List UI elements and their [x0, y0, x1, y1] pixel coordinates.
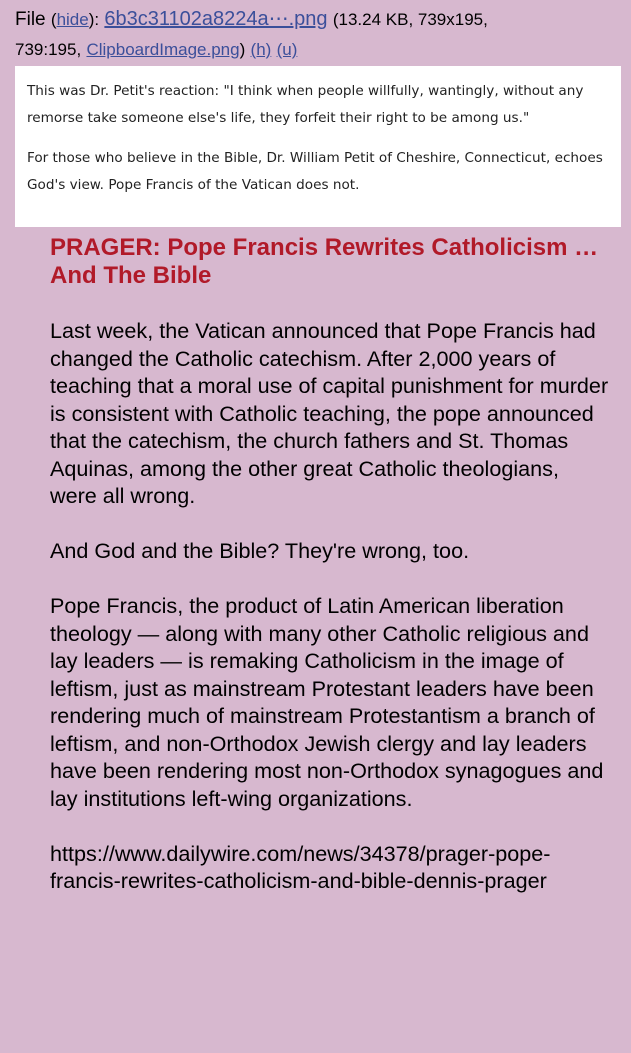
- thumbnail-paragraph-1: This was Dr. Petit's reaction: "I think when people willfully, wantingly, without any remorse take someone else's life, they forfeit their right to be among us.": [27, 83, 584, 126]
- file-name-link[interactable]: 6b3c31102a8224a⋯.png: [104, 8, 328, 30]
- post-paragraph-3: Pope Francis, the product of Latin American liberation theology — along with many other Catholic religious and lay leaders — is remaking Catholicism in the image of leftism, just as mainstream Protestant leaders have been rendering much of mainstream Protestantism a branch of leftism, and non-Orthodox Jewish clergy and lay leaders have been rendering most non-Orthodox synagogues and lay institutions left-wing organizations.: [50, 593, 604, 811]
- thumbnail-paragraph-2: For those who believe in the Bible, Dr. William Petit of Cheshire, Connecticut, echoes God's view. Pope Francis of the Vatican does not.: [27, 150, 603, 193]
- u-link[interactable]: (u): [276, 40, 298, 59]
- file-label: File: [15, 9, 46, 30]
- hide-link[interactable]: hide: [56, 10, 89, 29]
- post-headline: PRAGER: Pope Francis Rewrites Catholicism … And The Bible: [50, 234, 599, 289]
- file-thumbnail[interactable]: [15, 66, 621, 227]
- file-info: File (hide): 6b3c31102a8224a⋯.png (13.24 KB, 739x195, 739:195, ClipboardImage.png) (h) (u): [15, 8, 488, 59]
- file-meta-ratio: 739:195,: [15, 40, 82, 59]
- post-paragraph-1: Last week, the Vatican announced that Pope Francis had changed the Catholic catechism. After 2,000 years of teaching that a moral use of capital punishment for murder is consistent with Catholic teaching, the pope announced that the catechism, the church fathers and St. Thomas Aquinas, among the other great Catholic theologians, were all wrong.: [50, 318, 609, 508]
- original-filename-link[interactable]: ClipboardImage.png: [86, 40, 240, 59]
- post-paragraph-2: And God and the Bible? They're wrong, too.: [50, 538, 470, 563]
- file-meta: (13.24 KB, 739x195,: [332, 10, 488, 29]
- h-link[interactable]: (h): [250, 40, 272, 59]
- post-message: [50, 234, 610, 922]
- post-url: https://www.dailywire.com/news/34378/prager-pope-francis-rewrites-catholicism-and-bible-dennis-prager: [50, 840, 551, 893]
